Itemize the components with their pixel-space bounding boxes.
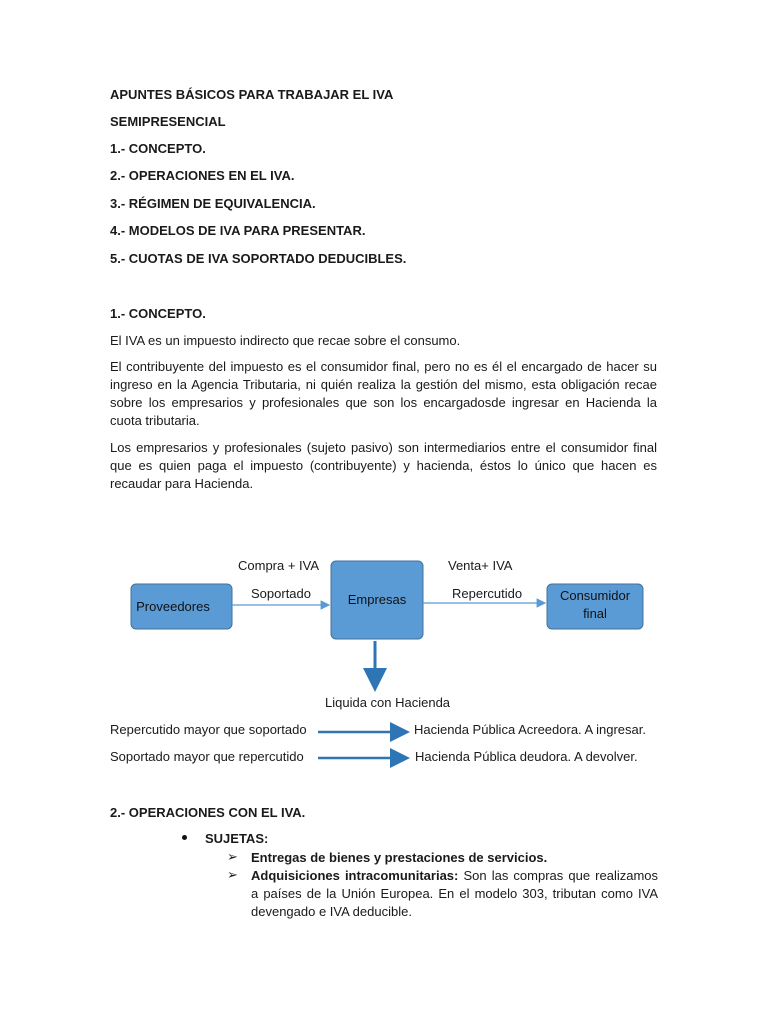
- list-item: Entregas de bienes y prestaciones de servicios.: [251, 850, 548, 865]
- rule2-right: Hacienda Pública deudora. A devolver.: [415, 749, 638, 764]
- rule2-left: Soportado mayor que repercutido: [110, 749, 304, 764]
- compra-label: Compra + IVA: [238, 558, 320, 573]
- toc-item: 1.- CONCEPTO.: [110, 141, 206, 156]
- rule1-right: Hacienda Pública Acreedora. A ingresar.: [414, 722, 646, 737]
- paragraph: El contribuyente del impuesto es el consumidor final, pero no es él el encargado de hacer su ingreso en la Agencia Tributaria, ni quién realiza la gestión del mismo, esta obligación recae sobre los empresarios y profesionales que son los encargadosde ingresar en Hacienda la cuota tributaria.: [110, 359, 657, 428]
- bullet-icon: [182, 835, 187, 840]
- arrow-bullet-icon: ➢: [227, 867, 238, 882]
- paragraph: El IVA es un impuesto indirecto que recae sobre el consumo.: [110, 333, 461, 348]
- rule1-left: Repercutido mayor que soportado: [110, 722, 307, 737]
- liquida-label: Liquida con Hacienda: [325, 695, 451, 710]
- venta-label: Venta+ IVA: [448, 558, 513, 573]
- arrow-bullet-icon: ➢: [227, 849, 238, 864]
- toc-item: 5.- CUOTAS DE IVA SOPORTADO DEDUCIBLES.: [110, 251, 407, 266]
- toc-item: 4.- MODELOS DE IVA PARA PRESENTAR.: [110, 223, 366, 238]
- empresas-label: Empresas: [347, 592, 407, 607]
- consumidor-label-line1: Consumidor: [559, 588, 631, 603]
- paragraph: Los empresarios y profesionales (sujeto pasivo) son intermediarios entre el consumidor final que es quien paga el impuesto (contribuyente) y hacienda, éstos lo único que hacen es recaudar para Hacienda.: [110, 440, 657, 491]
- toc-item: 2.- OPERACIONES EN EL IVA.: [110, 168, 295, 183]
- repercutido-label: Repercutido: [452, 586, 523, 601]
- bullet-label: SUJETAS:: [205, 831, 269, 846]
- soportado-label: Soportado: [251, 586, 311, 601]
- document-title: APUNTES BÁSICOS PARA TRABAJAR EL IVA: [110, 87, 394, 102]
- list-item-text: Son las compras que realizamos a países de la Unión Europea. En el modelo 303, tributan como IVA devengado e IVA deducible.: [251, 868, 659, 919]
- proveedores-label: Proveedores: [136, 599, 210, 614]
- consumidor-label-line2: final: [583, 606, 607, 621]
- section-heading: 1.- CONCEPTO.: [110, 306, 206, 321]
- document-subtitle: SEMIPRESENCIAL: [110, 114, 226, 129]
- list-item-term: Adquisiciones intracomunitarias:: [251, 868, 459, 883]
- section-heading: 2.- OPERACIONES CON EL IVA.: [110, 805, 306, 820]
- list-item: [251, 867, 658, 921]
- toc-item: 3.- RÉGIMEN DE EQUIVALENCIA.: [110, 196, 316, 211]
